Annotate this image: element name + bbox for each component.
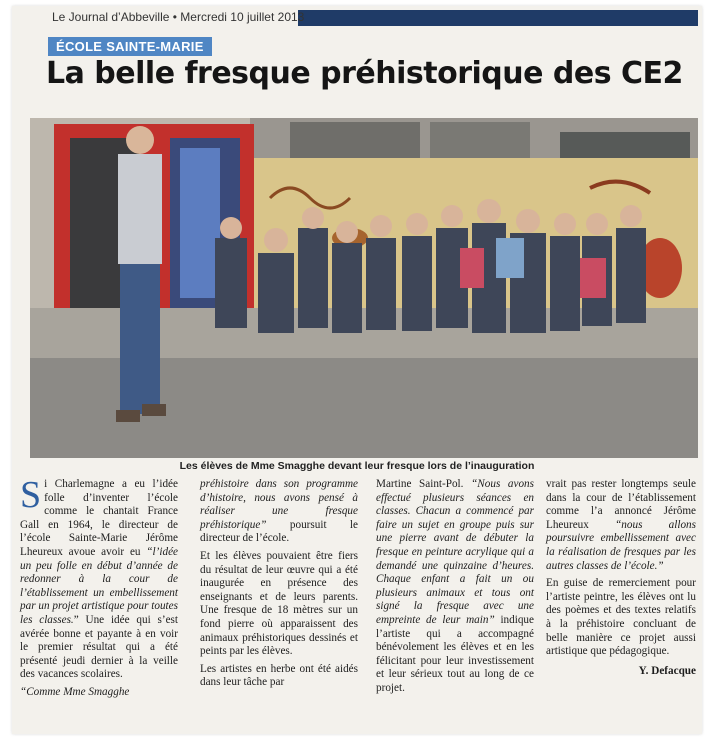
group-photo bbox=[30, 118, 698, 458]
drop-cap: S bbox=[20, 474, 42, 516]
article-column-3 bbox=[376, 478, 534, 700]
col4-quote: “nous allons poursuivre embellissement avec la réalisation de fresques par les autres classes de l’école.” bbox=[546, 518, 696, 572]
col2-quote: préhistoire dans son programme d’histoire, nous avons pensé à réaliser une fresque préhistorique” bbox=[200, 478, 358, 531]
masthead-bar bbox=[298, 10, 698, 26]
article-column-4 bbox=[546, 478, 696, 678]
headline: La belle fresque préhistorique des CE2 bbox=[46, 56, 683, 91]
col3-quote: “Nous avons effectué plusieurs séances en classes. Chacun a commencé par faire un sujet en groupe puis sur une pierre avant de débuter la fresque en peinture acrylique qui a demandé une quinzaine d’heures. Chaque enfant a fait un ou plusieurs animaux et tous ont signé la fresque avec une empreinte de leur main” bbox=[376, 478, 535, 626]
col3-text: Martine Saint-Pol. bbox=[376, 478, 464, 490]
col1-quote: “l’idée un peu folle en début d’année de redonner à la cour de l’établissement un embellissement par un projet artistique pour toutes les classes. bbox=[20, 545, 179, 626]
newspaper-page bbox=[12, 6, 702, 734]
col1-text: i Charlemagne a eu l’idée folle d’inventer l’école comme le chantait France Gall en 1964, le directeur de l’école Sainte-Marie Jérôme Lheureux avoue avoir eu bbox=[20, 478, 178, 558]
author-signature: Y. Defacque bbox=[638, 664, 696, 677]
photo-caption: Les élèves de Mme Smagghe devant leur fresque lors de l’inauguration bbox=[179, 460, 535, 472]
col1-quote-2: “Comme Mme Smagghe bbox=[20, 685, 130, 698]
article-column-2 bbox=[200, 478, 358, 694]
col4-paragraph-2: En guise de remerciement pour l’artiste peintre, les élèves ont lu des poèmes et des textes relatifs à la préhistoire concluant de belle manière ce projet aussi artistique que pédagogique. bbox=[546, 577, 696, 658]
col2-paragraph-3: Les artistes en herbe ont été aidés dans leur tâche par bbox=[200, 662, 358, 689]
col4-text: vrait pas rester longtemps seule dans la cour de l’établissement comme l’a annoncé Jérôme Lheureux bbox=[546, 478, 696, 531]
col2-paragraph-2: Et les élèves pouvaient être fiers du résultat de leur œuvre qui a été inaugurée en présence des enseignants et de leurs parents. Une fresque de 18 mètres sur un fond pierre où apparaissent des animaux préhistoriques dessinés et peints par les élèves. bbox=[200, 549, 358, 658]
masthead: Le Journal d’Abbeville • Mercredi 10 juillet 2013 bbox=[52, 10, 305, 24]
col1-text-2: ” Une idée qui s’est avérée bonne et payante à en voir le premier résultat qui a été présenté jeudi dernier à la veille des vacances scolaires. bbox=[20, 613, 178, 681]
col3-text-2: indique l’artiste qui a accompagné bénévolement les élèves et en les félicitant pour leur investissement et leur sérieux tout au long de ce projet. bbox=[376, 613, 534, 694]
col2-text: poursuit le directeur de l’école. bbox=[200, 518, 359, 545]
section-kicker: ÉCOLE SAINTE-MARIE bbox=[48, 37, 212, 56]
article-column-1 bbox=[20, 474, 179, 704]
